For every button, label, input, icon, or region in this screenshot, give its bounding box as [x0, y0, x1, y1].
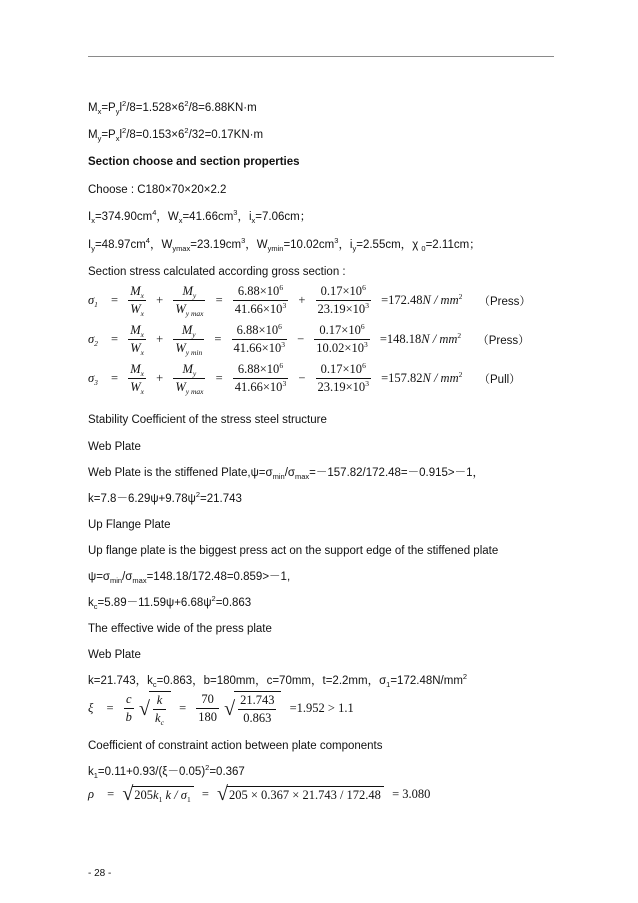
mx-formula: $M_x=P_yl^2/8=1.528\times 6^2/8=6.88KN\cdot m$ [88, 99, 257, 116]
choose-line: Choose : C180×70×20×2.2 [88, 184, 227, 196]
constraint-heading: Coefficient of constraint action between plate components [88, 740, 383, 752]
up-flange-description: Up flange plate is the biggest press act on the support edge of the stiffened plate [88, 545, 499, 557]
header-rule [88, 56, 554, 57]
sigma-symbol: $\sigma_3$ [88, 371, 98, 387]
xi-equation: ξ = $\frac{c}{b}$ √ $\frac{k}{k_c}$ = $\frac{70}{180}$ √ $\frac{21.743}{0.863}$ =1.952 > 1.1 [88, 692, 354, 727]
k-line: $k=7.8-6.29\psi+9.78\psi^2=21.743$ [88, 490, 242, 505]
web-plate-label-2: Web Plate [88, 649, 141, 661]
sqrt-symbol: √ $\frac{21.743}{0.863}$ [224, 691, 281, 726]
sqrt-symbol: √205 × 0.367 × 21.743 / 172.48 [217, 784, 384, 804]
iy-properties: $I_y=48.97cm^4$，$W_{ymax}=23.19cm^3$，$W_{ymin}=10.02cm^3$，$i_y=2.55cm$，χ $_0$=2.11cm； [88, 236, 481, 253]
k1-line: $k_1=0.11+0.93/(\xi-0.05)^2=0.367$ [88, 763, 245, 780]
sigma-symbol: $\sigma_2$ [88, 332, 98, 348]
load-type: （Press） [478, 295, 531, 308]
stress-intro: Section stress calculated according gross section : [88, 266, 346, 278]
load-type: （Press） [477, 334, 530, 347]
sigma3-equation: $\sigma_3$ = $\frac{M_x}{W_x}$ + $\frac{M_y}{W_{y max}}$ = $\frac{6.88\times 10^6}{41.66\times 10^3}$ − $\frac{0.17\times 10^6}{23.19\times 10^3}$ $=157.82N / mm^2$ （Pull） [88, 361, 521, 396]
sigma-symbol: $\sigma_1$ [88, 293, 98, 309]
ix-properties: $I_x=374.90cm^4$，$W_x=41.66cm^3$，$i_x=7.06cm$； [88, 208, 312, 225]
stability-heading: Stability Coefficient of the stress steel structure [88, 414, 327, 426]
parameters-line: k=21.743，$k_c=0.863$，b=180mm，c=70mm，t=2.2mm，$\sigma_1=172.48N/mm^2$ [88, 672, 468, 689]
page-number: - 28 - [88, 868, 112, 879]
kc-line: $k_c=5.89-11.59\psi+6.68\psi^2=0.863$ [88, 594, 252, 611]
web-plate-label: Web Plate [88, 441, 141, 453]
psi2-line: $\psi=\sigma_{min}/\sigma_{max}=148.18/172.48=0.859>-1$, [88, 571, 291, 585]
section-heading: Section choose and section properties [88, 156, 300, 168]
sigma1-equation: $\sigma_1$ = $\frac{M_x}{W_x}$ + $\frac{M_y}{W_{y max}}$ = $\frac{6.88\times 10^6}{41.66\times 10^3}$ + $\frac{0.17\times 10^6}{23.19\times 10^3}$ $=172.48N / mm^2$ （Press） [88, 283, 531, 318]
my-formula: $M_y=P_xl^2/8=0.153\times 6^2/32=0.17KN\cdot m$ [88, 126, 264, 143]
rho-equation: $\rho = √205k_1$ $k / \sigma_1 = √205 \times 0.367 \times 21.743 / 172.48 = 3.080$ [88, 783, 431, 805]
effective-width-heading: The effective wide of the press plate [88, 623, 272, 635]
sigma2-equation: $\sigma_2$ = $\frac{M_x}{W_x}$ + $\frac{M_y}{W_{y min}}$ = $\frac{6.88\times 10^6}{41.66\times 10^3}$ − $\frac{0.17\times 10^6}{10.02\times 10^3}$ $=148.18N / mm^2$ （Press） [88, 322, 530, 357]
load-type: （Pull） [478, 373, 521, 386]
sqrt-symbol: √ $\frac{k}{k_c}$ [139, 691, 171, 726]
web-psi-line: Web Plate is the stiffened $Plate,\psi=\sigma_{min}/\sigma_{max}=-157.82/172.48=-0.915>-1$， [88, 467, 485, 481]
up-flange-label: Up Flange Plate [88, 519, 171, 531]
sqrt-symbol: $√205k_1$ k / $\sigma_1$ [122, 784, 193, 804]
